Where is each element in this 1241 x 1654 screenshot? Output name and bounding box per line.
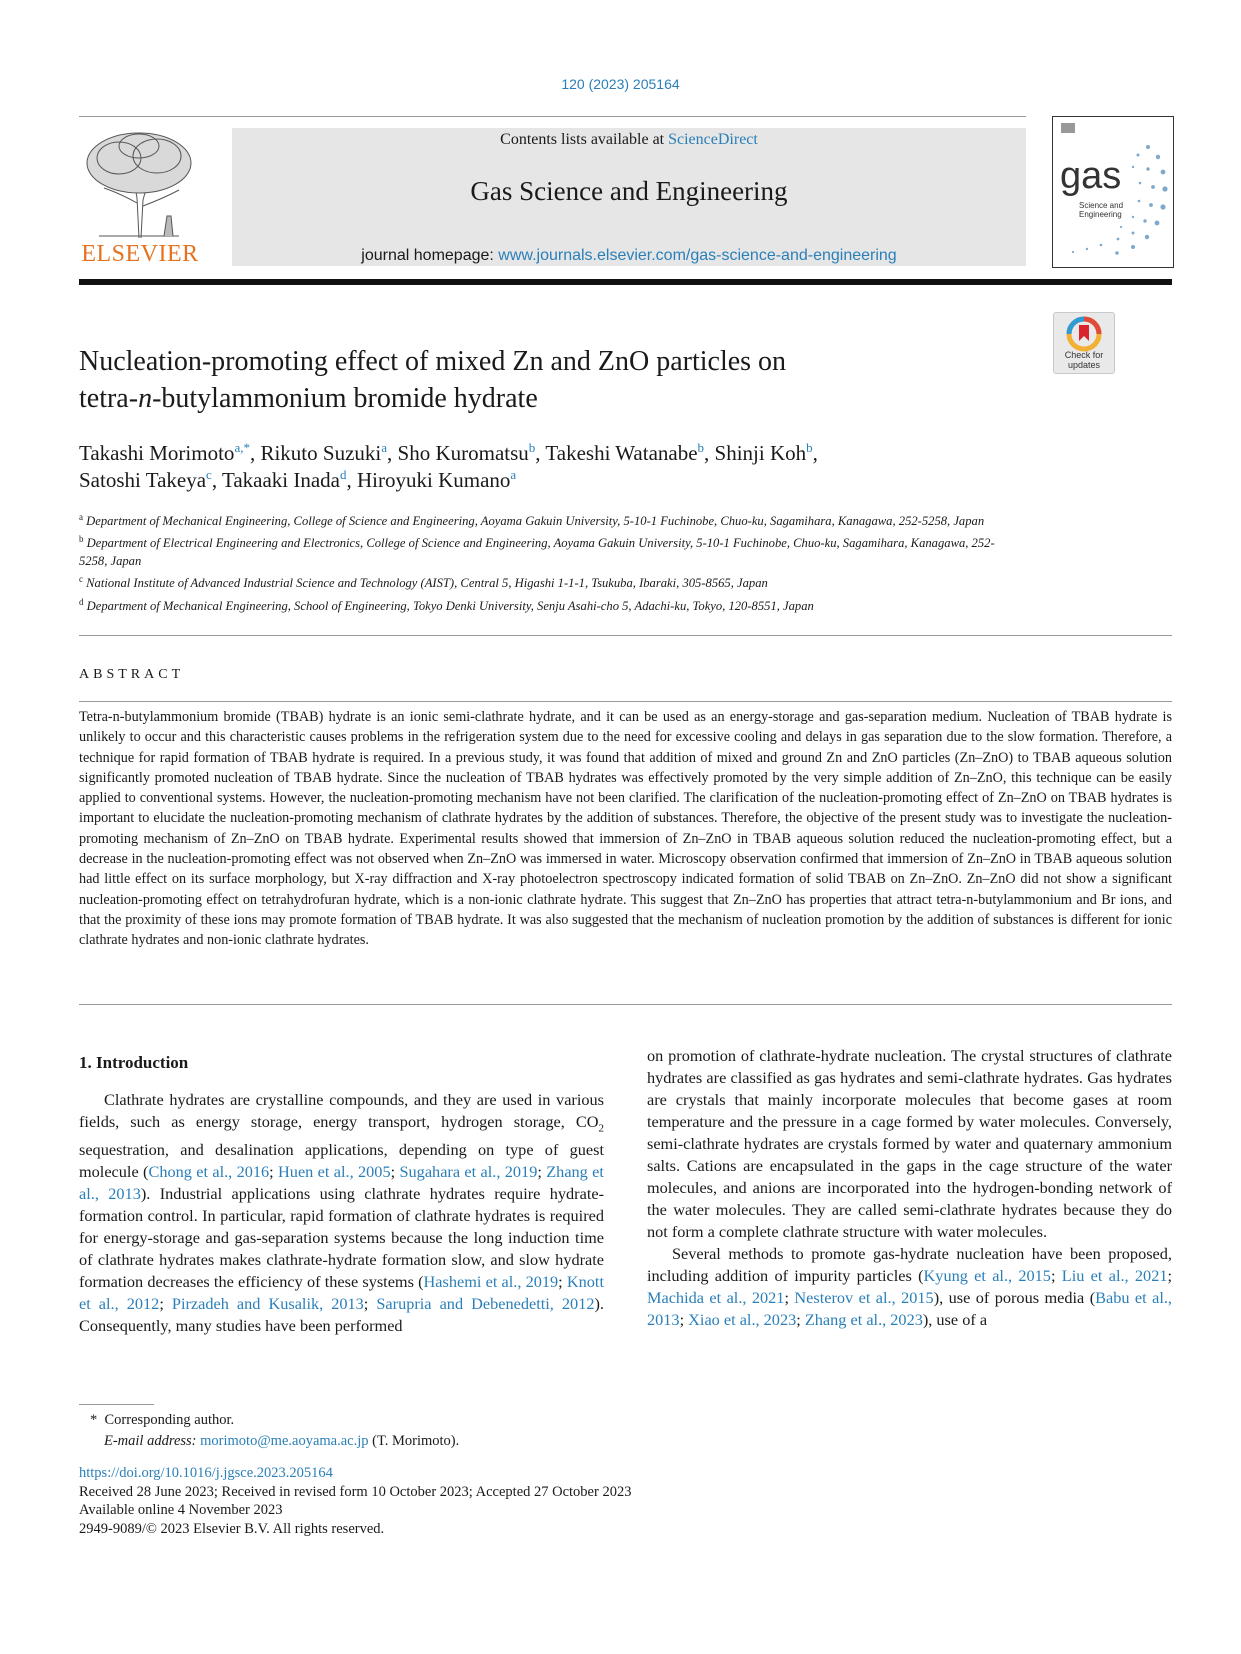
- contents-prefix: Contents lists available at: [500, 131, 669, 148]
- text-run: ;: [390, 1162, 400, 1182]
- text-run: ). Industrial applications using clathrate hydrates require hydrate-formation control. In particular, rapid formation of clathrate hydrates is required for energy-storage and gas-separation systems because the long induction time of clathrate hydrates makes clathrate-hydrate formation slow, and slow hydrate formation decreases the efficiency of these systems (: [79, 1184, 605, 1292]
- paragraph: [79, 1089, 604, 1337]
- author-affil-link[interactable]: a: [381, 440, 388, 455]
- column-right: [647, 1045, 1172, 1331]
- author-separator: ,: [812, 441, 818, 465]
- affiliation-text: Department of Mechanical Engineering, School of Engineering, Tokyo Denki University, Senju Asahi-cho 5, Adachi-ku, Tokyo, 120-8551, Japan: [86, 598, 814, 613]
- reference-link[interactable]: Babu et al., 2013: [647, 1288, 1172, 1329]
- author-separator: ,: [211, 468, 222, 492]
- author-affil-link[interactable]: a,*: [234, 440, 250, 455]
- author-name: Sho Kuromatsu: [397, 441, 529, 465]
- title-line-1: Nucleation-promoting effect of mixed Zn and ZnO particles on: [79, 346, 787, 377]
- elsevier-logo[interactable]: [79, 128, 201, 268]
- affiliations: [79, 508, 1019, 615]
- reference-link[interactable]: Sarupria and Debenedetti, 2012: [376, 1294, 595, 1314]
- reference-link[interactable]: Liu et al., 2021: [1061, 1266, 1168, 1285]
- author-affil-link[interactable]: d: [340, 467, 347, 482]
- author-name: Satoshi Takeya: [79, 468, 207, 492]
- affiliation-d: [79, 593, 1019, 615]
- text-run: ;: [558, 1272, 567, 1292]
- section-heading-introduction: 1. Introduction: [79, 1053, 189, 1072]
- author-affil-link[interactable]: b: [697, 440, 705, 455]
- reference-link[interactable]: Nesterov et al., 2015: [794, 1288, 934, 1307]
- reference-link[interactable]: Zhang et al., 2023: [804, 1310, 923, 1329]
- abstract-text: Tetra-n-butylammonium bromide (TBAB) hydrate is an ionic semi-clathrate hydrate, and it can be used as an energy-storage and gas-separation medium. Nucleation of TBAB hydrate is unlikely to occur and this characteristic causes problems in the refrigeration system due to the need for excessive cooling and delays in gas separation due to the slow formation. Therefore, a technique for rapid formation of TBAB hydrate is required. In a previous study, it was found that addition of mixed and ground Zn and ZnO particles (Zn–ZnO) to TBAB aqueous solution significantly promoted nucleation of TBAB hydrate. Since the nucleation of TBAB hydrates was effectively promoted by the very simple addition of Zn–ZnO, this technique can be easily applied to conventional systems. However, the nucleation-promoting mechanism have not been clarified. The clarification of the nucleation-promoting effect of Zn–ZnO on TBAB hydrates is important to elucidate the nucleation-promoting mechanism of clathrate hydrates by the addition of substances. Therefore, the objective of the present study was to investigate the nucleation-promoting mechanism of Zn–ZnO on TBAB hydrate. Experimental results showed that immersion of Zn–ZnO in TBAB aqueous solution reduced the nucleation-promoting effect, but a decrease in the nucleation-promoting effect was not observed when Zn–ZnO was immersed in water. Microscopy observation confirmed that immersion of Zn–ZnO in TBAB aqueous solution had little effect on its surface morphology, but X-ray diffraction and X-ray photoelectron spectroscopy indicated formation of solid TBAB on Zn–ZnO. Zn–ZnO did not show a significant nucleation-promoting effect on tetrahydrofuran hydrate, which is a non-ionic clathrate hydrate. This suggest that Zn–ZnO has properties that attract tetra-n-butylammonium and Br ions, and that the proximity of these ions may promote formation of TBAB hydrate. It was also suggested that the mechanism of nucleation promotion by the addition of substances is different for ionic clathrate hydrates and non-ionic clathrate hydrates.: [79, 709, 1172, 949]
- sciencedirect-link[interactable]: ScienceDirect: [668, 131, 758, 148]
- title-line-2: [79, 380, 979, 417]
- author-name: Hiroyuki Kumano: [357, 468, 511, 492]
- affiliation-a: [79, 508, 1019, 530]
- author-line-2: [79, 467, 1079, 494]
- reference-link[interactable]: Machida et al., 2021: [647, 1288, 785, 1307]
- author-affil-link[interactable]: b: [528, 440, 536, 455]
- abstract-heading: ABSTRACT: [79, 667, 185, 682]
- reference-link[interactable]: Xiao et al., 2023: [688, 1310, 797, 1329]
- elsevier-tree-icon: [79, 128, 201, 240]
- received-dates: Received 28 June 2023; Received in revised form 10 October 2023; Accepted 27 October 2023: [79, 1483, 632, 1500]
- header-thick-rule: [79, 279, 1172, 285]
- author-name: Takaaki Inada: [221, 468, 340, 492]
- affiliation-text: Department of Mechanical Engineering, College of Science and Engineering, Aoyama Gakuin University, 5-10-1 Fuchinobe, Chuo-ku, Sagamihara, Kanagawa, 252-5258, Japan: [86, 514, 985, 529]
- subscript: 2: [598, 1122, 604, 1135]
- author-separator: ,: [387, 441, 398, 465]
- article-title: [79, 343, 979, 417]
- journal-citation[interactable]: 120 (2023) 205164: [561, 76, 680, 92]
- abstract-rule-bottom: [79, 1004, 1172, 1005]
- footnote-rule: [79, 1404, 154, 1405]
- author-separator: ,: [346, 468, 357, 492]
- title-part-b: n: [138, 383, 153, 414]
- email-label: E-mail address:: [104, 1433, 197, 1449]
- text-run: ), use of a: [922, 1310, 988, 1329]
- text-run: ;: [537, 1162, 547, 1182]
- reference-link[interactable]: Chong et al., 2016: [148, 1162, 270, 1182]
- title-part-c: -butylammonium bromide hydrate: [152, 383, 538, 414]
- article-info: [79, 1464, 631, 1538]
- footnote-text: Corresponding author.: [104, 1412, 235, 1428]
- author-name: Shinji Koh: [714, 441, 807, 465]
- affiliation-b: [79, 530, 1019, 570]
- email-link[interactable]: morimoto@me.aoyama.ac.jp: [200, 1433, 369, 1449]
- affiliation-label: a: [79, 512, 83, 522]
- header-rule: [79, 116, 1026, 117]
- text-run: ;: [159, 1294, 172, 1314]
- text-run: ;: [1050, 1266, 1062, 1285]
- author-separator: ,: [704, 441, 715, 465]
- corresponding-author-footnote: [90, 1410, 459, 1452]
- affiliation-label: b: [79, 534, 84, 545]
- text-run: ;: [363, 1294, 377, 1314]
- publisher-wordmark: ELSEVIER: [81, 241, 199, 267]
- cover-subtitle-2: Engineering: [1079, 210, 1122, 219]
- author-affil-link[interactable]: b: [806, 440, 813, 455]
- author-name: Takeshi Watanabe: [545, 441, 698, 465]
- text-run: ). Consequently, many studies have been performed: [79, 1294, 604, 1336]
- journal-cover[interactable]: [1052, 116, 1174, 268]
- available-online: Available online 4 November 2023: [79, 1502, 283, 1518]
- footnote-line-2: [90, 1431, 459, 1452]
- reference-link[interactable]: Kyung et al., 2015: [923, 1266, 1051, 1285]
- footnote-line-1: [90, 1410, 459, 1431]
- affiliation-text: National Institute of Advanced Industrial Science and Technology (AIST), Central 5, Higashi 1-1-1, Tsukuba, Ibaraki, 305-8565, Japan: [86, 576, 768, 591]
- section-rule: [79, 635, 1172, 636]
- affiliation-label: c: [79, 574, 83, 585]
- author-list: [79, 440, 1079, 494]
- check-for-updates-badge[interactable]: [1053, 312, 1115, 374]
- reference-link[interactable]: Pirzadeh and Kusalik, 2013: [171, 1294, 364, 1314]
- column-left: [79, 1089, 604, 1337]
- text-run: Several methods to promote gas-hydrate nucleation have been proposed, including addition of impurity particles (: [647, 1244, 1172, 1285]
- copyright: 2949-9089/© 2023 Elsevier B.V. All rights reserved.: [79, 1520, 385, 1537]
- text-run: Clathrate hydrates are crystalline compounds, and they are used in various fields, such as energy storage, energy transport, hydrogen storage, CO: [79, 1090, 604, 1131]
- journal-name: Gas Science and Engineering: [470, 176, 788, 206]
- text-run: ), use of porous media (: [933, 1288, 1096, 1307]
- paragraph: on promotion of clathrate-hydrate nucleation. The crystal structures of clathrate hydrates are classified as gas hydrates and semi-clathrate hydrates. Gas hydrates are crystals that mainly incorporate molecules that become gases at room temperature and the pressure in a cage formed by water molecules. Conversely, semi-clathrate hydrates are crystals formed by water and quaternary ammonium salts. Cations are encapsulated in the gaps in the cage structure of the water molecules, and anions are incorporated into the hydrogen-bonding network of the water molecules. They are called semi-clathrate hydrates because they do not form a complete clathrate structure with water molecules.: [647, 1046, 1172, 1241]
- text-run: ;: [679, 1310, 689, 1329]
- author-affil-link[interactable]: a: [510, 467, 517, 482]
- contents-line: [232, 131, 1026, 149]
- homepage-link[interactable]: www.journals.elsevier.com/gas-science-and-engineering: [498, 247, 897, 264]
- reference-link[interactable]: Huen et al., 2005: [278, 1162, 391, 1182]
- reference-link[interactable]: Hashemi et al., 2019: [423, 1272, 559, 1292]
- crossmark-label-1: Check for: [1064, 350, 1104, 360]
- affiliation-text: Department of Electrical Engineering and Electronics, College of Science and Engineering, Aoyama Gakuin University, 5-10-1 Fuchinobe, Chuo-ku, Sagamihara, Kanagawa, 252-5258, Japan: [79, 536, 995, 569]
- author-name: Takashi Morimoto: [79, 441, 235, 465]
- reference-link[interactable]: Sugahara et al., 2019: [399, 1162, 538, 1182]
- email-suffix: (T. Morimoto).: [368, 1433, 460, 1449]
- reference-link[interactable]: Zhang et al., 2013: [79, 1162, 604, 1204]
- author-affil-link[interactable]: c: [206, 467, 212, 482]
- author-separator: ,: [249, 441, 261, 465]
- crossmark-icon: [1054, 315, 1114, 355]
- title-part-a: tetra-: [79, 383, 139, 414]
- text-run: sequestration, and desalination applications, depending on type of guest molecule (: [79, 1140, 604, 1182]
- text-run: ;: [796, 1310, 805, 1329]
- affiliation-c: [79, 570, 1019, 592]
- text-run: ;: [269, 1162, 279, 1182]
- text-run: ;: [784, 1288, 795, 1307]
- homepage-prefix: journal homepage:: [361, 247, 499, 264]
- text-run: ;: [1167, 1266, 1173, 1285]
- paragraph: [647, 1243, 1172, 1331]
- footnote-marker: *: [90, 1412, 98, 1428]
- author-name: Rikuto Suzuki: [260, 441, 382, 465]
- abstract-rule-top: [79, 701, 1172, 702]
- crossmark-label-2: updates: [1067, 360, 1101, 370]
- affiliation-label: d: [79, 596, 84, 607]
- cover-title: gas: [1060, 155, 1122, 197]
- cover-subtitle-1: Science and: [1079, 201, 1124, 210]
- author-line-1: [79, 440, 1079, 467]
- journal-homepage: [232, 247, 1026, 265]
- doi-link[interactable]: https://doi.org/10.1016/j.jgsce.2023.205164: [79, 1465, 333, 1481]
- reference-link[interactable]: Knott et al., 2012: [79, 1272, 604, 1314]
- author-separator: ,: [535, 441, 546, 465]
